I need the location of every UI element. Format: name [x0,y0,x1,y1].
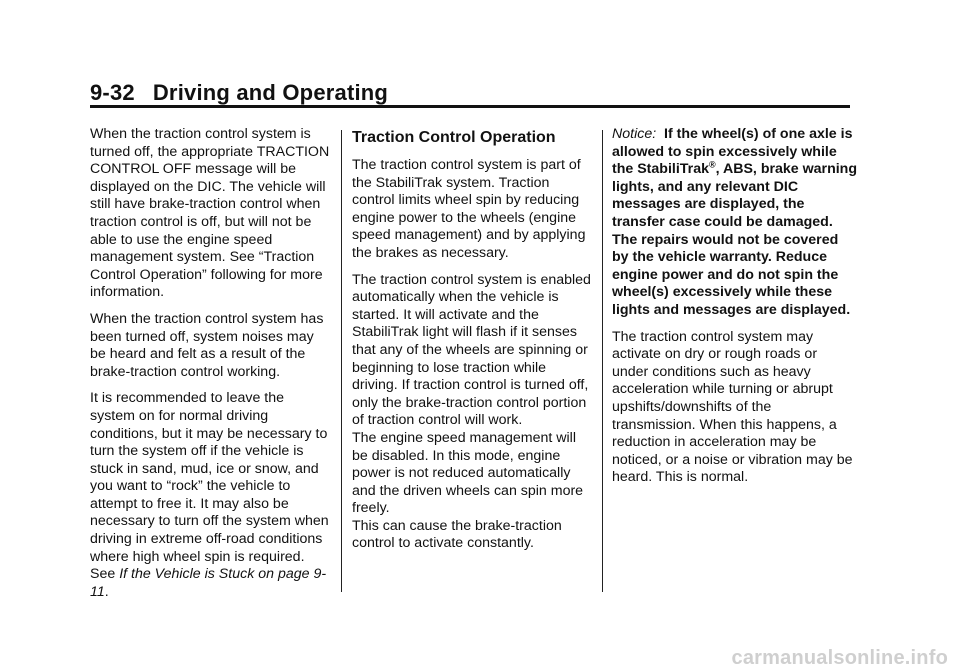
column-divider [602,130,603,592]
paragraph: The engine speed management will be disabled. In this mode, engine power is not reduced automatically and the driven wheels can spin more freely. [352,429,584,517]
paragraph: When the traction control system is turned off, the appropriate TRACTION CONTROL OFF message will be displayed on the DIC. The vehicle will still have brake-traction control when traction control is off, but will not be able to use the engine speed management system. See “Traction Control Operation” following for more information. [90,126,330,301]
paragraph: When the traction control system has been turned off, system noises may be heard and felt as a result of the brake-traction control working. [90,310,324,380]
column-left [90,126,330,610]
column-right [612,126,857,496]
paragraph-text: It is recommended to leave the system on for normal driving conditions, but it may be necessary to turn the system off if the vehicle is stuck in sand, mud, ice or snow, and you want to “rock” the vehicle to attempt to free it. It may also be necessary to turn off the system when driving in extreme off-road conditions where high wheel spin is required. See [90,390,329,583]
section-heading: Traction Control Operation [352,129,556,146]
notice-text: If the wheel(s) of one axle is allowed to spin excessively while the StabiliTrak [612,126,853,178]
section-title: Driving and Operating [152,80,389,105]
paragraph: The traction control system is enabled automatically when the vehicle is started. It will activate and the StabiliTrak light will flash if it senses that any of the wheels are spinning or beginning to lose traction while driving. If traction control is turned off, only the brake-traction control portion of traction control will work. [352,271,591,429]
notice-label: Notice: [612,126,657,142]
cross-reference-link[interactable]: If the Vehicle is Stuck on page 9-11 [90,566,327,600]
header-rule [90,105,850,108]
notice-text-cont: , ABS, brake warning lights, and any relevant DIC messages are displayed, the transfer case could be damaged. The repairs would not be covered by the vehicle warranty. Reduce engine power and do not spin the wheel(s) excessively while these lights and messages are displayed. [612,161,858,318]
page-header [90,80,388,106]
paragraph: This can cause the brake-traction control to activate constantly. [352,517,562,552]
paragraph [90,390,330,601]
registered-mark: ® [708,159,716,170]
paragraph-end: . [104,583,109,600]
paragraph: The traction control system is part of the StabiliTrak system. Traction control limits wheel spin by reducing engine power to the wheels (engine speed management) and by applying the brakes as necessary. [352,157,586,261]
column-divider [341,130,342,592]
page-number: 9-32 [90,80,135,105]
column-middle [352,126,592,562]
notice-block [612,126,857,320]
watermark: carmanualsonline.info [731,647,948,669]
paragraph: The traction control system may activate on dry or rough roads or under conditions such as heavy acceleration while turning or abrupt upshifts/downshifts of the transmission. When this happens, a reduction in acceleration may be noticed, or a noise or vibration may be heard. This is normal. [612,328,853,486]
